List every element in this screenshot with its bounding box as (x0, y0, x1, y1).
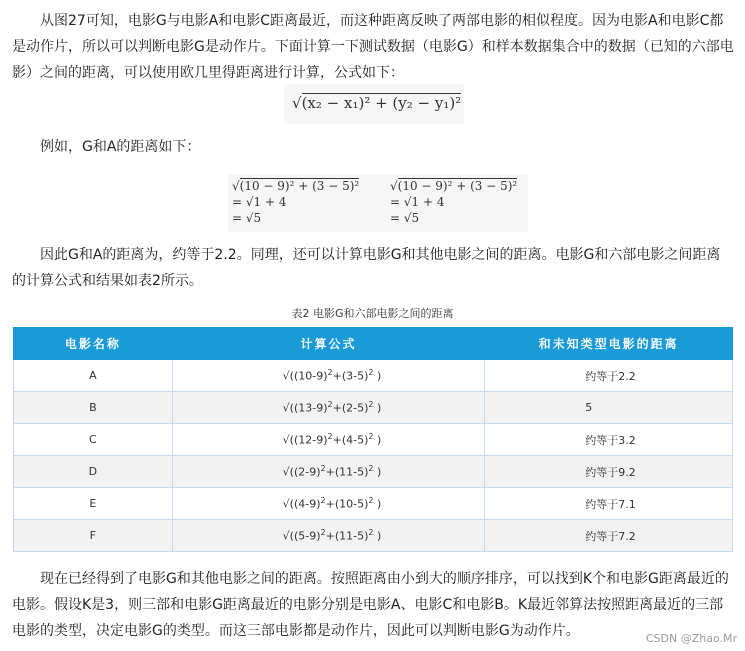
movie-name-cell: D (14, 456, 173, 488)
header-formula: 计算公式 (172, 328, 485, 360)
distance-table (13, 327, 733, 552)
sqrt-symbol: √ (232, 179, 240, 193)
formula-part: √((10-9) (282, 369, 328, 383)
table-row (14, 424, 733, 456)
table-caption: 表2 电影G和六部电影之间的距离 (291, 307, 454, 320)
formula-line: = √1 + 4 (390, 195, 445, 209)
distance-cell: 约等于7.2 (485, 520, 733, 552)
distance-cell: 约等于3.2 (485, 424, 733, 456)
movie-name-cell: F (14, 520, 173, 552)
formula-part: √((4-9) (282, 497, 321, 511)
conclusion-paragraph: 现在已经得到了电影G和其他电影之间的距离。按照距离由小到大的顺序排序，可以找到K个和电影G距离最近的电影。假设K是3，则三部和电影G距离最近的电影分别是电影A、电影C和电影B。K最近邻算法按照距离最近的三部电影的类型，决定电影G的类型。而这三部电影都是动作片，因此可以判断电影G为动作片。 (12, 571, 729, 639)
table-row (14, 392, 733, 424)
formula-line: (10 − 9)² + (3 − 5)² (239, 179, 360, 193)
table-row (14, 456, 733, 488)
formula-line: = √1 + 4 (232, 195, 287, 209)
formula-part: +(11-5) (325, 529, 369, 543)
formula-cell (172, 424, 485, 456)
formula-cell (172, 520, 485, 552)
exponent: 2 (320, 528, 326, 538)
formula-part: √((5-9) (282, 529, 321, 543)
intro-paragraph: 从图27可知，电影G与电影A和电影C距离最近，而这种距离反映了两部电影的相似程度。因为电影A和电影C都是动作片，所以可以判断电影G是动作片。下面计算一下测试数据（电影G）和样本数据集合中的数据（已知的六部电影）之间的距离，可以使用欧几里得距离进行计算，公式如下： (12, 13, 734, 81)
header-movie-name: 电影名称 (14, 328, 173, 360)
example-paragraph: 例如，G和A的距离如下： (40, 139, 201, 155)
example-formula (228, 174, 528, 232)
exponent: 2 (368, 464, 374, 474)
watermark: CSDN @Zhao.Mr (645, 632, 737, 645)
example-formula-left (232, 178, 359, 226)
euclidean-distance-formula (284, 84, 464, 124)
header-distance: 和未知类型电影的距离 (485, 328, 733, 360)
formula-part: √((13-9) (282, 401, 328, 415)
formula-part: √((2-9) (282, 465, 321, 479)
exponent: 2 (327, 368, 333, 378)
formula-cell (172, 488, 485, 520)
table-header-row (14, 328, 733, 360)
formula-line: = √5 (232, 211, 262, 225)
sqrt-symbol: √ (390, 179, 398, 193)
sqrt-symbol: √ (292, 94, 302, 112)
movie-name-cell: E (14, 488, 173, 520)
distance-cell: 约等于9.2 (485, 456, 733, 488)
exponent: 2 (368, 528, 374, 538)
distance-cell: 约等于7.1 (485, 488, 733, 520)
formula-part: +(10-5) (325, 497, 369, 511)
distance-cell: 5 (485, 392, 733, 424)
formula-cell (172, 392, 485, 424)
exponent: 2 (320, 496, 326, 506)
formula-cell (172, 456, 485, 488)
formula-part: +(4-5) (332, 433, 369, 447)
exponent: 2 (320, 464, 326, 474)
table-row (14, 520, 733, 552)
table-row (14, 488, 733, 520)
formula-part: ) (373, 401, 382, 415)
formula-radicand: (x₂ − x₁)² + (y₂ − y₁)² (301, 94, 462, 112)
exponent: 2 (327, 400, 333, 410)
distance-cell: 约等于2.2 (485, 360, 733, 392)
movie-name-cell: B (14, 392, 173, 424)
formula-part: +(3-5) (332, 369, 369, 383)
formula-part: ) (373, 529, 382, 543)
exponent: 2 (368, 496, 374, 506)
formula-part: +(2-5) (332, 401, 369, 415)
formula-part: +(11-5) (325, 465, 369, 479)
result-paragraph: 因此G和A的距离为，约等于2.2。同理，还可以计算电影G和其他电影之间的距离。电影G和六部电影之间距离的计算公式和结果如表2所示。 (12, 247, 721, 289)
exponent: 2 (368, 368, 374, 378)
movie-name-cell: A (14, 360, 173, 392)
formula-part: ) (373, 465, 382, 479)
formula-cell (172, 360, 485, 392)
formula-part: ) (373, 369, 382, 383)
table-row (14, 360, 733, 392)
formula-part: ) (373, 433, 382, 447)
movie-name-cell: C (14, 424, 173, 456)
formula-line: (10 − 9)² + (3 − 5)² (397, 179, 518, 193)
formula-part: ) (373, 497, 382, 511)
formula-line: = √5 (390, 211, 420, 225)
exponent: 2 (327, 432, 333, 442)
exponent: 2 (368, 432, 374, 442)
formula-part: √((12-9) (282, 433, 328, 447)
exponent: 2 (368, 400, 374, 410)
example-formula-right (390, 178, 517, 226)
